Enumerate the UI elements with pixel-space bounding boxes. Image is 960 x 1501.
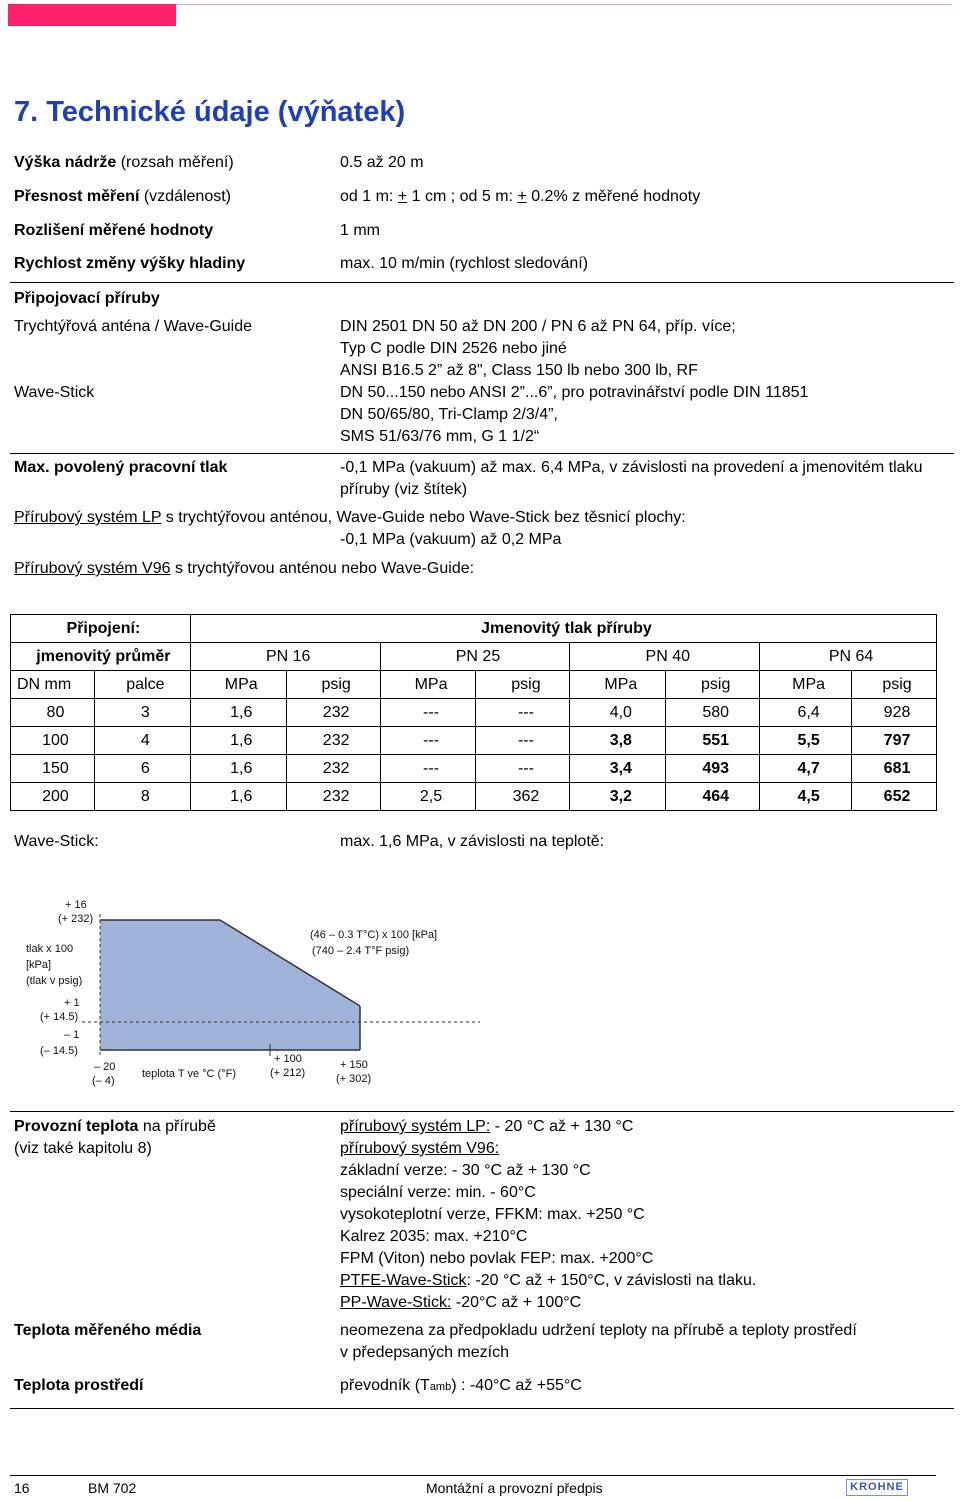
table-cell: 2,5 — [380, 783, 476, 811]
lp-system-value: -0,1 MPa (vakuum) až 0,2 MPa — [340, 531, 562, 548]
x-tick-label: + 100 — [274, 1053, 302, 1065]
formula-label: (46 – 0.3 T°C) x 100 [kPa] — [310, 929, 438, 941]
y-tick-label: (+ 232) — [58, 913, 94, 925]
spec-value-rate: max. 10 m/min (rychlost sledování) — [340, 255, 589, 272]
ambient-temp-label: Teplota prostředí — [14, 1377, 144, 1394]
unit-header-cell: psig — [852, 671, 937, 699]
table-cell: 1,6 — [190, 727, 286, 755]
table-row — [11, 699, 937, 727]
table-cell: 3,8 — [570, 727, 666, 755]
section-heading-flanges: Připojovací příruby — [14, 290, 160, 307]
spec-label-accuracy: Přesnost měření (vzdálenost) — [14, 188, 231, 205]
table-cell: --- — [380, 699, 476, 727]
header-accent-bar — [8, 4, 176, 26]
table-cell: 8 — [94, 783, 190, 811]
unit-header-cell: MPa — [380, 671, 476, 699]
spec-label-resolution: Rozlišení měřené hodnoty — [14, 222, 214, 239]
pressure-label: Max. povolený pracovní tlak — [14, 459, 228, 476]
table-cell: 362 — [476, 783, 570, 811]
table-cell: 3,4 — [570, 755, 666, 783]
y-axis-label: (tlak v psig) — [26, 975, 83, 987]
flange-label-stick: Wave-Stick — [14, 384, 95, 401]
table-cell: 580 — [666, 699, 760, 727]
table-cell: 6 — [94, 755, 190, 783]
x-tick-label: (+ 212) — [270, 1067, 306, 1079]
pressure-rating-table — [10, 614, 937, 811]
spec-value-tank-height: 0.5 až 20 m — [340, 154, 424, 171]
table-cell: 1,6 — [190, 755, 286, 783]
y-tick-label: + 1 — [64, 997, 80, 1009]
table-cell: 1,6 — [190, 699, 286, 727]
spec-label-tank-height: Výška nádrže (rozsah měření) — [14, 154, 234, 171]
divider — [10, 1111, 954, 1112]
table-cell: --- — [476, 727, 570, 755]
unit-header-cell: MPa — [570, 671, 666, 699]
operating-temp-label: Provozní teplota na přírubě — [14, 1118, 216, 1135]
unit-header-cell: palce — [94, 671, 190, 699]
doc-title: Montážní a provozní předpis — [426, 1480, 603, 1496]
krohne-logo: KROHNE — [846, 1479, 908, 1496]
table-cell: 6,4 — [760, 699, 852, 727]
table-units-row — [11, 671, 937, 699]
y-tick-label: + 16 — [65, 899, 87, 911]
wavestick-value: max. 1,6 MPa, v závislosti na teplotě: — [340, 833, 605, 850]
table-cell: 4 — [94, 727, 190, 755]
table-cell: 232 — [286, 755, 380, 783]
header-nominal-diameter: jmenovitý průměr — [11, 643, 191, 671]
header-rule — [176, 4, 952, 5]
spec-value-accuracy: od 1 m: + 1 cm ; od 5 m: + 0.2% z měřené hodnoty — [340, 188, 701, 205]
table-cell: 464 — [666, 783, 760, 811]
table-row — [11, 755, 937, 783]
pressure-temperature-diagram — [20, 894, 500, 1094]
table-cell: 150 — [11, 755, 95, 783]
footer-rule — [10, 1475, 936, 1476]
table-cell: 1,6 — [190, 783, 286, 811]
table-cell: 232 — [286, 727, 380, 755]
table-cell: 200 — [11, 783, 95, 811]
operating-temp-note: (viz také kapitolu 8) — [14, 1140, 152, 1157]
y-tick-label: – 1 — [64, 1029, 80, 1041]
header-nominal-pressure: Jmenovitý tlak příruby — [190, 615, 936, 643]
unit-header-cell: MPa — [760, 671, 852, 699]
unit-header-cell: DN mm — [11, 671, 95, 699]
table-cell: 797 — [852, 727, 937, 755]
doc-id: BM 702 — [88, 1480, 137, 1496]
ambient-temp-value: převodník (Tamb) : -40°C až +55°C — [340, 1377, 582, 1394]
table-cell: 100 — [11, 727, 95, 755]
unit-header-cell: psig — [666, 671, 760, 699]
header-pn: PN 40 — [570, 643, 760, 671]
table-cell: 3 — [94, 699, 190, 727]
x-axis-label: teplota T ve °C (°F) — [142, 1068, 236, 1080]
page-title: 7. Technické údaje (výňatek) — [14, 96, 406, 128]
table-cell: 4,5 — [760, 783, 852, 811]
unit-header-cell: MPa — [190, 671, 286, 699]
table-pn-row — [11, 643, 937, 671]
header-connection: Připojení: — [11, 615, 191, 643]
table-cell: 652 — [852, 783, 937, 811]
table-row — [11, 727, 937, 755]
y-tick-label: (+ 14.5) — [40, 1011, 79, 1023]
x-tick-label: + 150 — [340, 1059, 368, 1071]
spec-value-resolution: 1 mm — [340, 222, 380, 239]
formula-label: (740 – 2.4 T°F psig) — [312, 945, 410, 957]
wavestick-label: Wave-Stick: — [14, 833, 99, 850]
table-cell: 80 — [11, 699, 95, 727]
table-cell: 4,0 — [570, 699, 666, 727]
table-cell: 3,2 — [570, 783, 666, 811]
x-tick-label: (+ 302) — [336, 1073, 372, 1085]
header-pn: PN 64 — [760, 643, 937, 671]
table-cell: --- — [380, 727, 476, 755]
unit-header-cell: psig — [286, 671, 380, 699]
divider — [10, 1408, 954, 1409]
x-tick-label: – 20 — [94, 1061, 116, 1073]
v96-system-text: Přírubový systém V96 s trychtýřovou anténou nebo Wave-Guide: — [14, 560, 475, 577]
medium-temp-label: Teplota měřeného média — [14, 1322, 202, 1339]
unit-header-cell: psig — [476, 671, 570, 699]
table-cell: --- — [476, 699, 570, 727]
spec-label-rate: Rychlost změny výšky hladiny — [14, 255, 246, 272]
page-number: 16 — [14, 1480, 30, 1496]
table-header-row — [11, 615, 937, 643]
table-cell: 493 — [666, 755, 760, 783]
table-row — [11, 783, 937, 811]
divider — [10, 282, 954, 283]
divider — [10, 453, 954, 454]
y-axis-label: [kPa] — [26, 959, 52, 971]
table-cell: 681 — [852, 755, 937, 783]
x-tick-label: (– 4) — [92, 1075, 115, 1087]
y-tick-label: (– 14.5) — [40, 1045, 78, 1057]
header-pn: PN 25 — [380, 643, 570, 671]
table-cell: 5,5 — [760, 727, 852, 755]
table-cell: --- — [476, 755, 570, 783]
table-cell: 551 — [666, 727, 760, 755]
lp-system-text: Přírubový systém LP s trychtýřovou anténou, Wave-Guide nebo Wave-Stick bez těsnicí plochy: — [14, 509, 686, 526]
table-cell: 232 — [286, 783, 380, 811]
header-pn: PN 16 — [190, 643, 380, 671]
table-cell: 232 — [286, 699, 380, 727]
table-cell: 4,7 — [760, 755, 852, 783]
flange-label-horn: Trychtýřová anténa / Wave-Guide — [14, 318, 253, 335]
table-cell: --- — [380, 755, 476, 783]
y-axis-label: tlak x 100 — [26, 943, 74, 955]
table-cell: 928 — [852, 699, 937, 727]
